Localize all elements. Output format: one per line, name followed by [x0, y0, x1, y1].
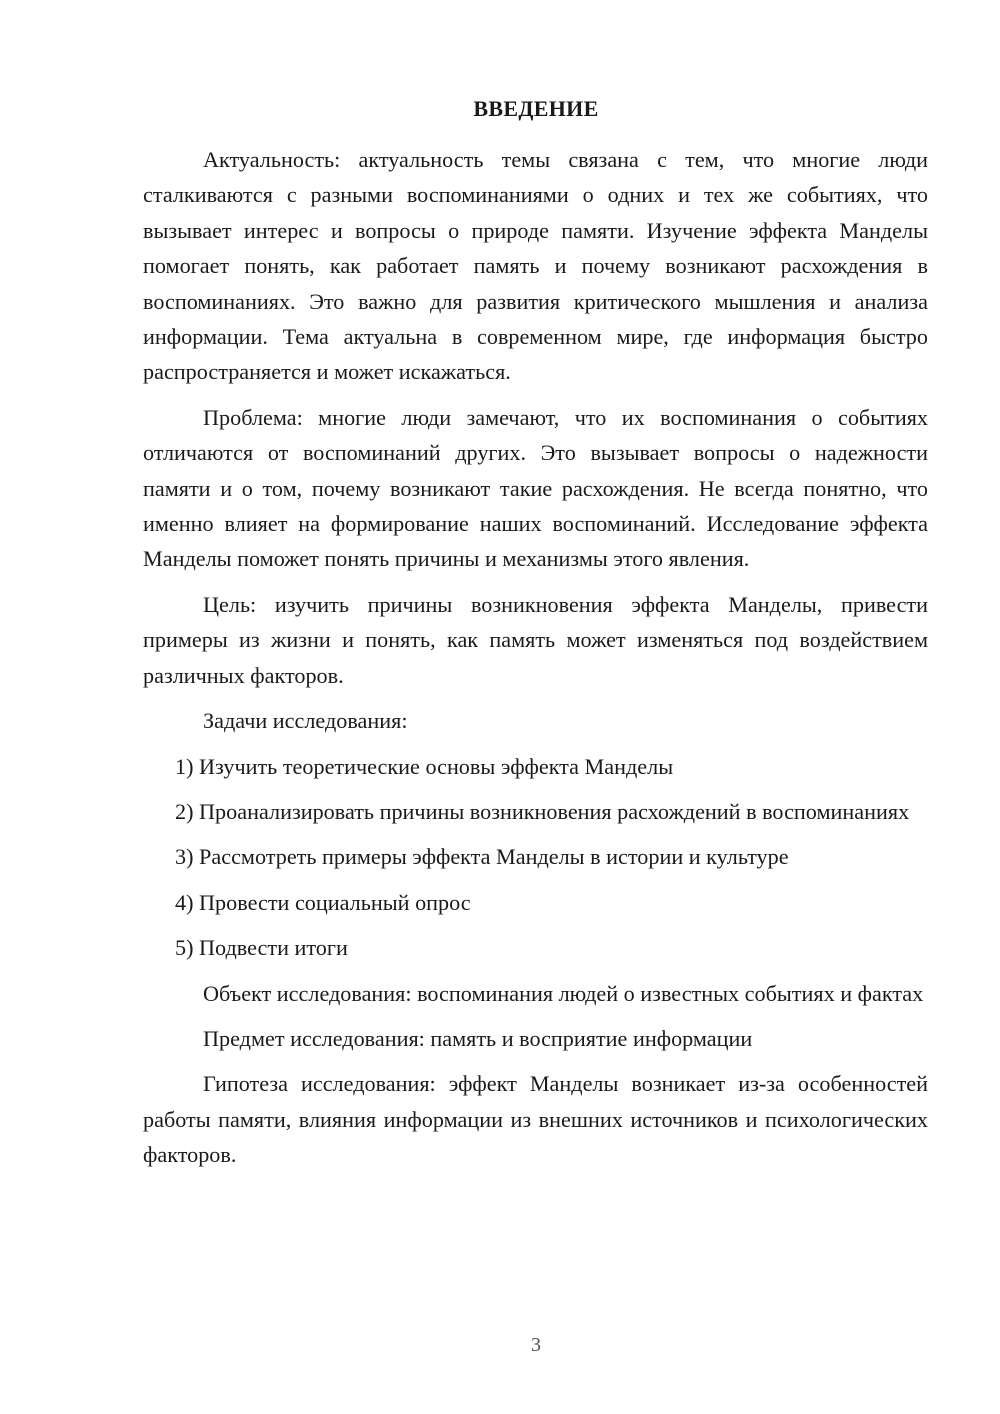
task-item: 1) Изучить теоретические основы эффекта Манделы [175, 753, 674, 779]
hypothesis-paragraph: Гипотеза исследования: эффект Манделы возникает из-за особенностей работы памяти, влияния информации из внешних источников и психологических факторов. [143, 1071, 928, 1168]
problem-paragraph: Проблема: многие люди замечают, что их воспоминания о событиях отличаются от воспоминаний других. Это вызывает вопросы о надежности памяти и о том, почему возникают такие расхождения. Не всегда понятно, что именно влияет на формирование наших воспоминаний. Исследование эффекта Манделы поможет понять причины и механизмы этого явления. [143, 404, 928, 572]
page-title: ВВЕДЕНИЕ [473, 96, 599, 121]
task-item: 4) Провести социальный опрос [175, 889, 471, 915]
page-number: 3 [531, 1334, 541, 1356]
relevance-paragraph: Актуальность: актуальность темы связана с тем, что многие люди сталкиваются с разными воспоминаниями о одних и тех же событиях, что вызывает интерес и вопросы о природе памяти. Изучение эффекта Манделы помогает понять, как работает память и почему возникают расхождения в воспоминаниях. Это важно для развития критического мышления и анализа информации. Тема актуальна в современном мире, где информация быстро распространяется и может искажаться. [143, 147, 928, 385]
subject-paragraph: Предмет исследования: память и восприятие информации [203, 1025, 753, 1051]
goal-paragraph: Цель: изучить причины возникновения эффекта Манделы, привести примеры из жизни и понять, как память может изменяться под воздействием различных факторов. [143, 591, 928, 688]
object-paragraph: Объект исследования: воспоминания людей о известных событиях и фактах [203, 980, 924, 1006]
task-item: 5) Подвести итоги [175, 935, 348, 961]
task-item: 3) Рассмотреть примеры эффекта Манделы в истории и культуре [175, 844, 789, 870]
task-item: 2) Проанализировать причины возникновения расхождений в воспоминаниях [175, 798, 910, 824]
document-body [143, 142, 928, 1183]
tasks-intro: Задачи исследования: [203, 708, 408, 734]
